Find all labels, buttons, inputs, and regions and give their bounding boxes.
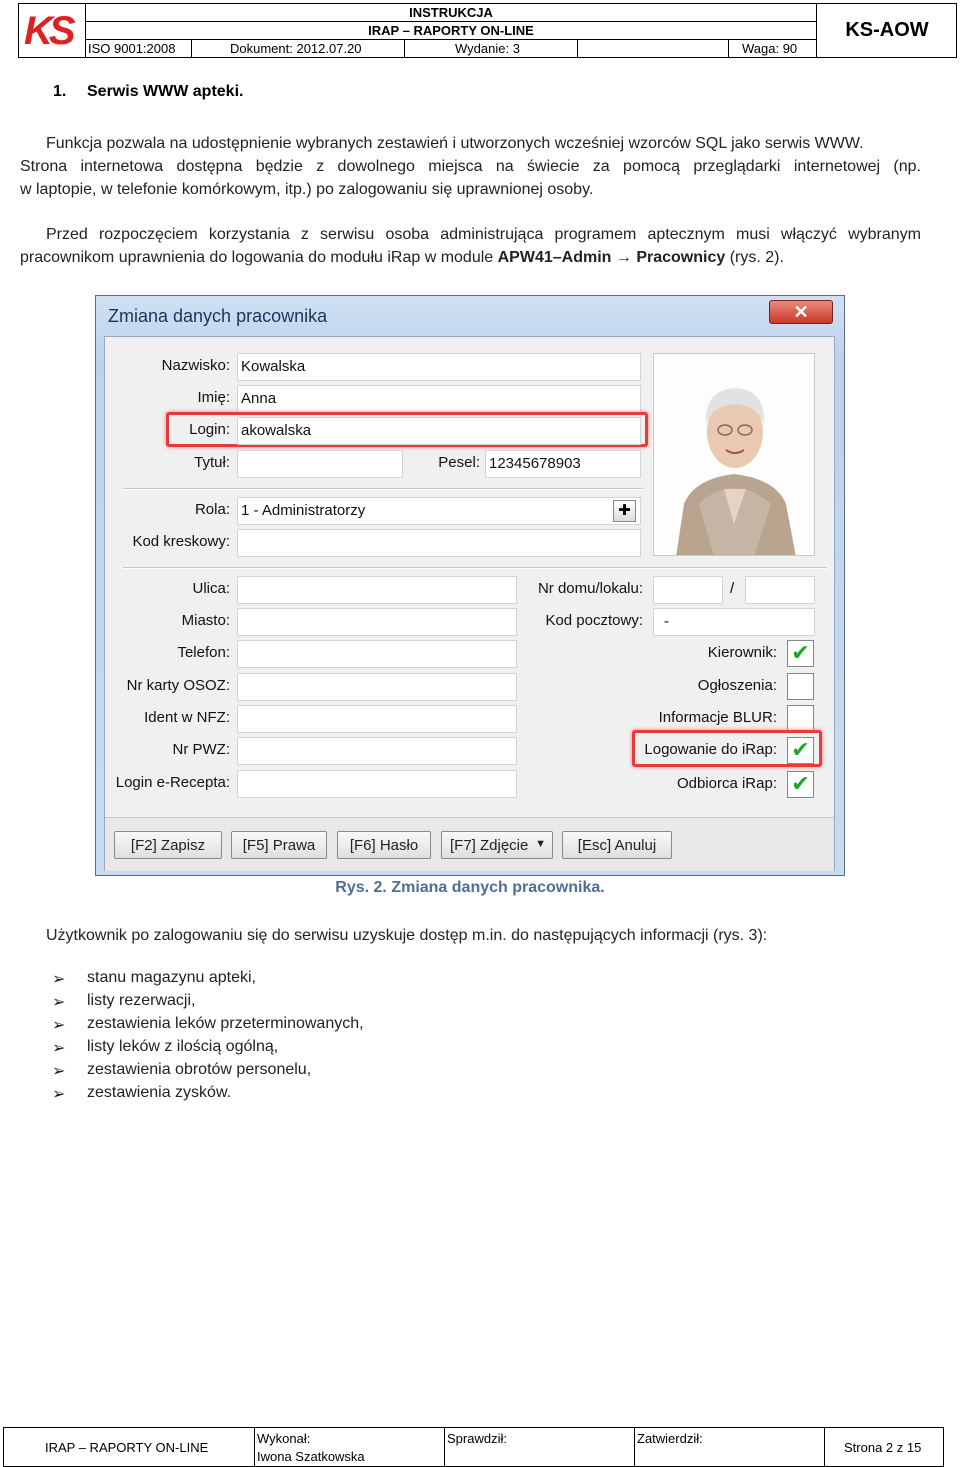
- submodule-name: Pracownicy: [636, 249, 726, 266]
- person-photo-icon: [654, 354, 815, 556]
- section-title: Serwis WWW apteki.: [87, 83, 244, 100]
- kod-kreskowy-field[interactable]: [237, 529, 641, 557]
- footer-wykonal-name: Iwona Szatkowska: [257, 1449, 365, 1464]
- header-waga: Waga: 90: [742, 41, 798, 56]
- nr-domu-field[interactable]: [653, 576, 723, 604]
- label-logowanie-irap: Logowanie do iRap:: [644, 741, 777, 758]
- label-ogloszenia: Ogłoszenia:: [697, 677, 777, 694]
- list-item: listy leków z ilością ogólną,: [87, 1038, 279, 1055]
- footer-product: IRAP – RAPORTY ON-LINE: [45, 1440, 209, 1455]
- telefon-field[interactable]: [237, 640, 517, 668]
- label-odbiorca-irap: Odbiorca iRap:: [676, 775, 777, 792]
- imie-field[interactable]: Anna: [237, 385, 641, 413]
- nr-lokalu-field[interactable]: [745, 576, 815, 604]
- paragraph1-line3: w laptopie, w telefonie komórkowym, itp.) po zalogowaniu się uprawnionej osoby.: [20, 181, 594, 198]
- employee-photo[interactable]: [653, 353, 815, 556]
- ogloszenia-checkbox[interactable]: [787, 673, 814, 700]
- dialog-title: Zmiana danych pracownika: [108, 306, 328, 326]
- ident-nfz-field[interactable]: [237, 705, 517, 733]
- label-telefon: Telefon:: [177, 644, 230, 661]
- figure-caption: Rys. 2. Zmiana danych pracownika.: [335, 879, 605, 896]
- label-login: Login:: [189, 421, 230, 438]
- section-number: 1.: [53, 83, 67, 100]
- bullet-arrow-icon: ➢: [52, 1063, 66, 1080]
- nr-karty-field[interactable]: [237, 673, 517, 701]
- label-ident-nfz: Ident w NFZ:: [144, 709, 230, 726]
- dropdown-arrow-icon: ▼: [535, 838, 546, 850]
- footer-wykonal-label: Wykonał:: [257, 1431, 311, 1446]
- header-dokument: Dokument: 2012.07.20: [230, 41, 362, 56]
- header-divider: [404, 39, 405, 58]
- kod-pocztowy-field[interactable]: -: [653, 608, 815, 636]
- zdjecie-button-label: [F7] Zdjęcie: [450, 836, 529, 854]
- arrow-icon: →: [615, 249, 632, 266]
- login-erecepta-field[interactable]: [237, 770, 517, 798]
- bullet-arrow-icon: ➢: [52, 1040, 66, 1057]
- header-title-line1: INSTRUKCJA: [409, 5, 493, 20]
- bullet-arrow-icon: ➢: [52, 994, 66, 1011]
- close-button[interactable]: ✕: [769, 300, 833, 324]
- label-login-erecepta: Login e-Recepta:: [115, 774, 230, 791]
- company-logo: [18, 3, 86, 58]
- label-nr-pwz: Nr PWZ:: [172, 741, 230, 758]
- list-item: zestawienia leków przeterminowanych,: [87, 1015, 364, 1032]
- informacje-blur-checkbox[interactable]: [787, 705, 814, 732]
- label-informacje-blur: Informacje BLUR:: [658, 709, 777, 726]
- nr-pwz-field[interactable]: [237, 737, 517, 765]
- footer-divider: [634, 1427, 635, 1467]
- employee-dialog: [95, 295, 845, 876]
- footer-sprawdzil: Sprawdził:: [447, 1431, 507, 1446]
- footer-divider: [254, 1427, 255, 1467]
- header-code: KS-AOW: [816, 3, 957, 58]
- form-separator: [123, 488, 643, 490]
- dialog-body: [104, 336, 835, 871]
- bullet-arrow-icon: ➢: [52, 1086, 66, 1103]
- label-miasto: Miasto:: [181, 612, 230, 629]
- label-kod-pocztowy: Kod pocztowy:: [545, 612, 643, 629]
- bullet-arrow-icon: ➢: [52, 971, 66, 988]
- footer-zatwierdzil: Zatwierdził:: [637, 1431, 703, 1446]
- footer-divider: [444, 1427, 445, 1467]
- zapisz-button[interactable]: [F2] Zapisz: [114, 831, 222, 859]
- label-pesel: Pesel:: [438, 454, 480, 471]
- paragraph1-line1: Funkcja pozwala na udostępnienie wybranych zestawień i utworzonych wcześniej wzorców SQL jako serwis WWW.: [46, 135, 864, 152]
- kierownik-checkbox[interactable]: ✔: [787, 640, 814, 667]
- paragraph2-text: pracownikom uprawnienia do logowania do modułu iRap w module: [20, 249, 498, 266]
- slash-separator: /: [730, 580, 735, 597]
- anuluj-button[interactable]: [Esc] Anuluj: [562, 831, 672, 859]
- list-item: listy rezerwacji,: [87, 992, 196, 1009]
- zdjecie-button[interactable]: [441, 831, 553, 859]
- header-title-line2: IRAP – RAPORTY ON-LINE: [368, 23, 534, 38]
- label-kierownik: Kierownik:: [707, 644, 777, 661]
- label-rola: Rola:: [194, 501, 230, 518]
- header-divider: [191, 39, 192, 58]
- footer-divider: [824, 1427, 825, 1467]
- odbiorca-irap-checkbox[interactable]: ✔: [787, 771, 814, 798]
- label-nazwisko: Nazwisko:: [161, 357, 230, 374]
- label-nr-domu: Nr domu/lokalu:: [537, 580, 643, 597]
- paragraph2-ref: (rys. 2).: [725, 249, 784, 266]
- bullet-arrow-icon: ➢: [52, 1017, 66, 1034]
- label-ulica: Ulica:: [192, 580, 230, 597]
- logowanie-irap-checkbox[interactable]: ✔: [787, 737, 814, 764]
- paragraph3: Użytkownik po zalogowaniu się do serwisu uzyskuje dostęp m.in. do następujących informacji (rys. 3):: [46, 927, 768, 944]
- haslo-button[interactable]: [F6] Hasło: [337, 831, 431, 859]
- header-wydanie: Wydanie: 3: [455, 41, 520, 56]
- nazwisko-field[interactable]: Kowalska: [237, 353, 641, 381]
- pesel-field[interactable]: 12345678903: [485, 450, 641, 478]
- paragraph2-line1: Przed rozpoczęciem korzystania z serwisu osoba administrująca programem aptecznym musi włączyć wybranym: [46, 226, 921, 243]
- label-nr-karty: Nr karty OSOZ:: [126, 677, 230, 694]
- header-divider: [577, 39, 578, 58]
- label-tytul: Tytuł:: [194, 454, 230, 471]
- plus-icon[interactable]: ✚: [613, 500, 636, 522]
- header-divider: [86, 21, 816, 22]
- header-divider: [86, 39, 816, 40]
- footer-page: Strona 2 z 15: [844, 1440, 922, 1455]
- paragraph2-line2: [20, 246, 920, 269]
- label-kod-kreskowy: Kod kreskowy:: [132, 533, 230, 550]
- login-field[interactable]: akowalska: [237, 417, 641, 445]
- list-item: zestawienia obrotów personelu,: [87, 1061, 312, 1078]
- list-item: stanu magazynu apteki,: [87, 969, 256, 986]
- rola-select[interactable]: 1 - Administratorzy: [237, 497, 641, 525]
- module-name: APW41–Admin: [497, 249, 612, 266]
- paragraph1-line2: Strona internetowa dostępna będzie z dowolnego miejsca na świecie za pomocą przeglądarki internetowej (np.: [20, 158, 921, 175]
- header-divider: [728, 39, 729, 58]
- label-imie: Imię:: [197, 389, 230, 406]
- form-separator: [123, 567, 827, 569]
- list-item: zestawienia zysków.: [87, 1084, 232, 1101]
- header-iso: ISO 9001:2008: [88, 41, 176, 56]
- logo-text: KS: [24, 9, 72, 53]
- prawa-button[interactable]: [F5] Prawa: [231, 831, 327, 859]
